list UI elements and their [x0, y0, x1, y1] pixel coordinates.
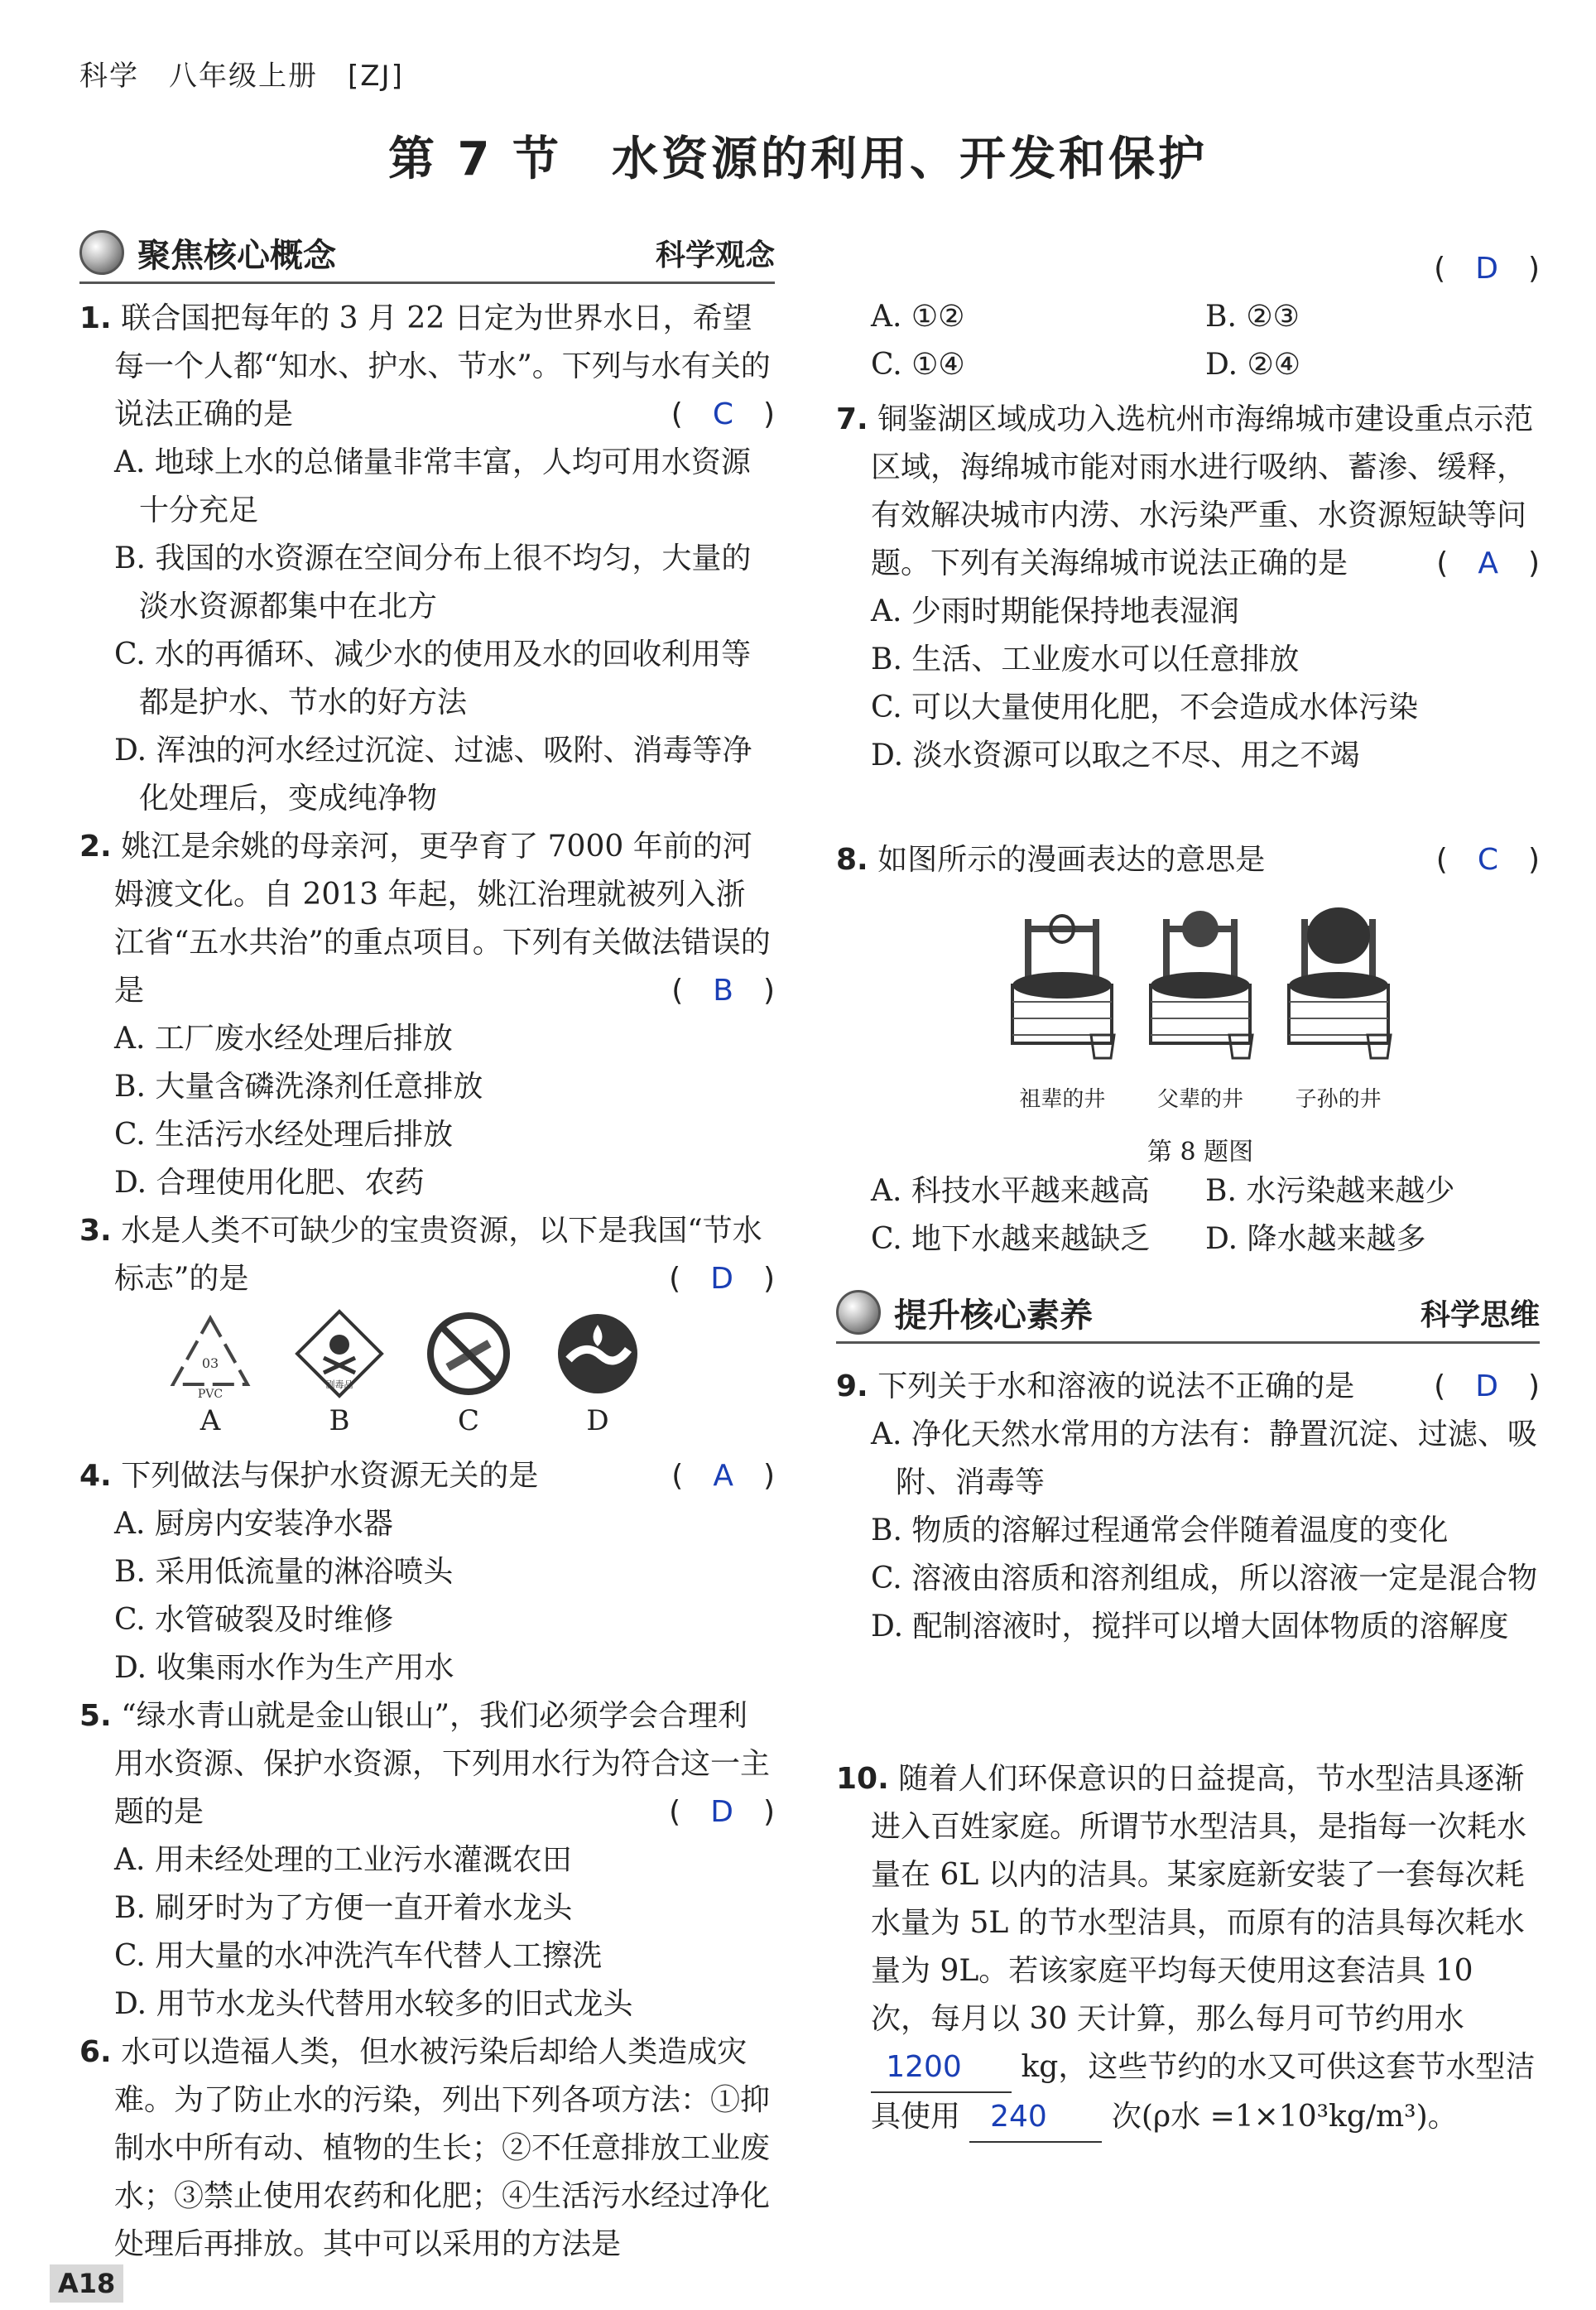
sign-b: 剧毒品 B — [275, 1308, 404, 1437]
option: C. 水的再循环、减少水的使用及水的回收利用等都是护水、节水的好方法 — [114, 638, 752, 719]
option: D. 降水越来越多 — [1205, 1222, 1426, 1256]
sign-a: 03 PVC A — [146, 1308, 275, 1437]
water-saving-icon — [552, 1308, 643, 1399]
option: A. ①② — [871, 300, 965, 334]
no-smoking-icon — [423, 1308, 514, 1399]
well-icon — [1276, 911, 1401, 1076]
sign-c: C — [404, 1308, 533, 1437]
option: B. 生活、工业废水可以任意排放 — [871, 642, 1300, 676]
option: D. 合理使用化肥、农药 — [114, 1166, 425, 1200]
section-title: 提升核心素养 — [894, 1296, 1093, 1335]
answer: ( A ) — [671, 1459, 775, 1493]
option: A. 用未经处理的工业污水灌溉农田 — [114, 1843, 572, 1877]
option: B. 刷牙时为了方便一直开着水龙头 — [114, 1891, 573, 1925]
option: B. 采用低流量的淋浴喷头 — [114, 1555, 454, 1589]
well-cartoon — [993, 911, 1407, 1113]
option: C. 用大量的水冲洗汽车代替人工擦洗 — [114, 1939, 603, 1973]
sign-d: D — [533, 1308, 662, 1437]
question-8-options — [836, 1167, 1540, 1263]
question-text: 水可以造福人类，但水被污染后却给人类造成灾难。为了防止水的污染，列出下列各项方法：①抑制水中所有动、植物的生长；②不任意排放工业废水；③禁止使用农药和化肥；④生活污水经过净化处理后再排放。其中可以采用的方法是 — [114, 2035, 771, 2261]
option: C. ①④ — [871, 348, 965, 382]
question-text: 联合国把每年的 3 月 22 日定为世界水日，希望每一个人都“知水、护水、节水”。下列与水有关的说法正确的是 — [114, 301, 771, 431]
question-text: 水是人类不可缺少的宝贵资源，以下是我国“节水标志”的是 — [114, 1214, 762, 1296]
answer: ( C ) — [671, 397, 775, 431]
answer: ( D ) — [1434, 1369, 1540, 1403]
question-6: 6. 水可以造福人类，但水被污染后却给人类造成灾难。为了防止水的污染，列出下列各项方法：①抑制水中所有动、植物的生长；②不任意排放工业废水；③禁止使用农药和化肥；④生活污水经过净化处理后再排放。其中可以采用的方法是 — [79, 2035, 771, 2261]
answer: ( D ) — [669, 1262, 775, 1296]
question-text: 姚江是余姚的母亲河，更孕育了 7000 年前的河姆渡文化。自 2013 年起，姚江治理就被列入浙江省“五水共治”的重点项目。下列有关做法错误的是 — [114, 830, 771, 1008]
option: B. 我国的水资源在空间分布上很不均匀，大量的淡水资源都集中在北方 — [114, 541, 752, 623]
question-text: “绿水青山就是金山银山”，我们必须学会合理利用水资源、保护水资源，下列用水行为符合这一主题的是 — [114, 1699, 771, 1829]
question-1: 1. 联合国把每年的 3 月 22 日定为世界水日，希望每一个人都“知水、护水、节水”。下列与水有关的说法正确的是 ( C ) A. 地球上水的总储量非常丰富，人均可用水资源十分充足 B. 我国的水资源在空间分布上很不均匀，大量的淡水资源都集中在北方 C. 水的再循环、减少水的使用及水的回收利用等都是护水、节水的好方法 D. 浑浊的河水经过沉淀、过滤、吸附、消毒等净化处理后，变成纯净物 — [79, 295, 775, 823]
answer-blank-1: 1200 — [871, 2043, 1012, 2093]
answer: ( D ) — [1434, 252, 1540, 286]
section-tag: 科学观念 — [655, 238, 775, 272]
question-text: 如图所示的漫画表达的意思是 — [877, 843, 1266, 877]
option: B. 大量含磷洗涤剂任意排放 — [114, 1070, 483, 1104]
option: C. 可以大量使用化肥，不会造成水体污染 — [871, 691, 1419, 724]
svg-text:PVC: PVC — [197, 1388, 224, 1401]
answer: ( B ) — [671, 974, 775, 1008]
answer: ( D ) — [669, 1795, 775, 1829]
page-title: 第 7 节 水资源的利用、开发和保护 — [388, 132, 1208, 186]
question-4: 4. 下列做法与保护水资源无关的是 ( A ) A. 厨房内安装净水器 B. 采用低流量的淋浴喷头 C. 水管破裂及时维修 D. 收集雨水作为生产用水 — [79, 1452, 775, 1692]
section-tag: 科学思维 — [1420, 1297, 1540, 1332]
option: D. 配制溶液时，搅拌可以增大固体物质的溶解度 — [871, 1610, 1509, 1643]
option: C. 地下水越来越缺乏 — [871, 1222, 1151, 1256]
option: D. 淡水资源可以取之不尽、用之不竭 — [871, 739, 1360, 772]
answer-blank-2: 240 — [969, 2093, 1102, 2143]
option: A. 地球上水的总储量非常丰富，人均可用水资源十分充足 — [114, 445, 751, 527]
option: C. 水管破裂及时维修 — [114, 1603, 394, 1637]
well-icon — [1000, 911, 1124, 1076]
section-ball-icon — [79, 230, 124, 275]
question-text: 铜鉴湖区域成功入选杭州市海绵城市建设重点示范区域，海绵城市能对雨水进行吸纳、蓄渗、缓释，有效解决城市内涝、水污染严重、水资源短缺等问题。下列有关海绵城市说法正确的是 — [871, 402, 1534, 580]
section-title: 聚焦核心概念 — [137, 236, 336, 275]
question-8: 8. 如图所示的漫画表达的意思是 ( C ) — [836, 836, 1540, 884]
option: B. ②③ — [1205, 300, 1300, 334]
section-header-core-concepts — [79, 224, 775, 284]
section-header-core-literacy — [836, 1283, 1540, 1344]
page-header: 科学 八年级上册 [ZJ] — [79, 60, 404, 93]
option: D. 用节水龙头代替用水较多的旧式龙头 — [114, 1987, 633, 2021]
page-number: A18 — [50, 2264, 123, 2303]
option: D. 收集雨水作为生产用水 — [114, 1651, 454, 1685]
question-7: 7. 铜鉴湖区域成功入选杭州市海绵城市建设重点示范区域，海绵城市能对雨水进行吸纳、蓄渗、缓释，有效解决城市内涝、水污染严重、水资源短缺等问题。下列有关海绵城市说法正确的是 ( A ) A. 少雨时期能保持地表湿润 B. 生活、工业废水可以任意排放 C. 可以大量使用化肥，不会造成水体污染 D. 淡水资源可以取之不尽、用之不竭 — [836, 396, 1540, 780]
svg-text:剧毒品: 剧毒品 — [325, 1379, 353, 1390]
answer: ( A ) — [1436, 546, 1540, 580]
option: A. 厨房内安装净水器 — [114, 1507, 393, 1541]
option: A. 工厂废水经处理后排放 — [114, 1022, 453, 1056]
well-icon — [1138, 911, 1262, 1076]
option: C. 溶液由溶质和溶剂组成，所以溶液一定是混合物 — [871, 1562, 1538, 1595]
question-2: 2. 姚江是余姚的母亲河，更孕育了 7000 年前的河姆渡文化。自 2013 年起，姚江治理就被列入浙江省“五水共治”的重点项目。下列有关做法错误的是 ( B ) A. 工厂废水经处理后排放 B. 大量含磷洗涤剂任意排放 C. 生活污水经处理后排放 D. 合理使用化肥、农药 — [79, 823, 775, 1207]
question-text: 下列关于水和溶液的说法不正确的是 — [877, 1369, 1355, 1403]
well-parents: 父辈的井 — [1132, 911, 1270, 1113]
svg-text:03: 03 — [201, 1355, 219, 1371]
option: B. 物质的溶解过程通常会伴随着温度的变化 — [871, 1514, 1449, 1547]
option: B. 水污染越来越少 — [1205, 1174, 1455, 1208]
section-ball-icon — [836, 1290, 881, 1335]
question-text: 下列做法与保护水资源无关的是 — [121, 1459, 539, 1493]
option: C. 生活污水经处理后排放 — [114, 1118, 454, 1152]
answer: ( C ) — [1435, 843, 1540, 877]
recycle-icon — [165, 1308, 256, 1399]
option: A. 少雨时期能保持地表湿润 — [871, 594, 1239, 628]
toxic-icon — [294, 1308, 385, 1399]
well-grandparents: 祖辈的井 — [993, 911, 1132, 1113]
option: D. ②④ — [1205, 348, 1301, 382]
question-5: 5. “绿水青山就是金山银山”，我们必须学会合理利用水资源、保护水资源，下列用水行为符合这一主题的是 ( D ) A. 用未经处理的工业污水灌溉农田 B. 刷牙时为了方便一直开着水龙头 C. 用大量的水冲洗汽车代替人工擦洗 D. 用节水龙头代替用水较多的旧式龙头 — [79, 1692, 775, 2028]
question-10: 10. 随着人们环保意识的日益提高，节水型洁具逐渐进入百姓家庭。所谓节水型洁具，是指每一次耗水量在 6L 以内的洁具。某家庭新安装了一套每次耗水量为 5L 的节水型洁具，而原有的洁具每次耗水量为 9L。若该家庭平均每天使用这套洁具 10 次，每月以 30 天计算，那么每月可节约用水 1200 kg，这些节约的水又可供这套节水型洁具使用 240 次(ρ水 =1×10³kg/m³)。 — [836, 1755, 1540, 2143]
question-3: 3. 水是人类不可缺少的宝贵资源，以下是我国“节水标志”的是 ( D ) — [79, 1207, 775, 1303]
figure-caption: 第 8 题图 — [1147, 1138, 1254, 1167]
question-6-options — [836, 245, 1540, 389]
option: D. 浑浊的河水经过沉淀、过滤、吸附、消毒等净化处理后，变成纯净物 — [114, 734, 752, 816]
well-descendants: 子孙的井 — [1269, 911, 1407, 1113]
option: A. 净化天然水常用的方法有：静置沉淀、过滤、吸附、消毒等 — [871, 1417, 1537, 1499]
question-9: 9. 下列关于水和溶液的说法不正确的是 ( D ) A. 净化天然水常用的方法有：静置沉淀、过滤、吸附、消毒等 B. 物质的溶解过程通常会伴随着温度的变化 C. 溶液由溶质和溶剂组成，所以溶液一定是混合物 D. 配制溶液时，搅拌可以增大固体物质的溶解度 — [836, 1363, 1540, 1651]
option: A. 科技水平越来越高 — [871, 1174, 1150, 1208]
sign-options — [146, 1308, 662, 1437]
